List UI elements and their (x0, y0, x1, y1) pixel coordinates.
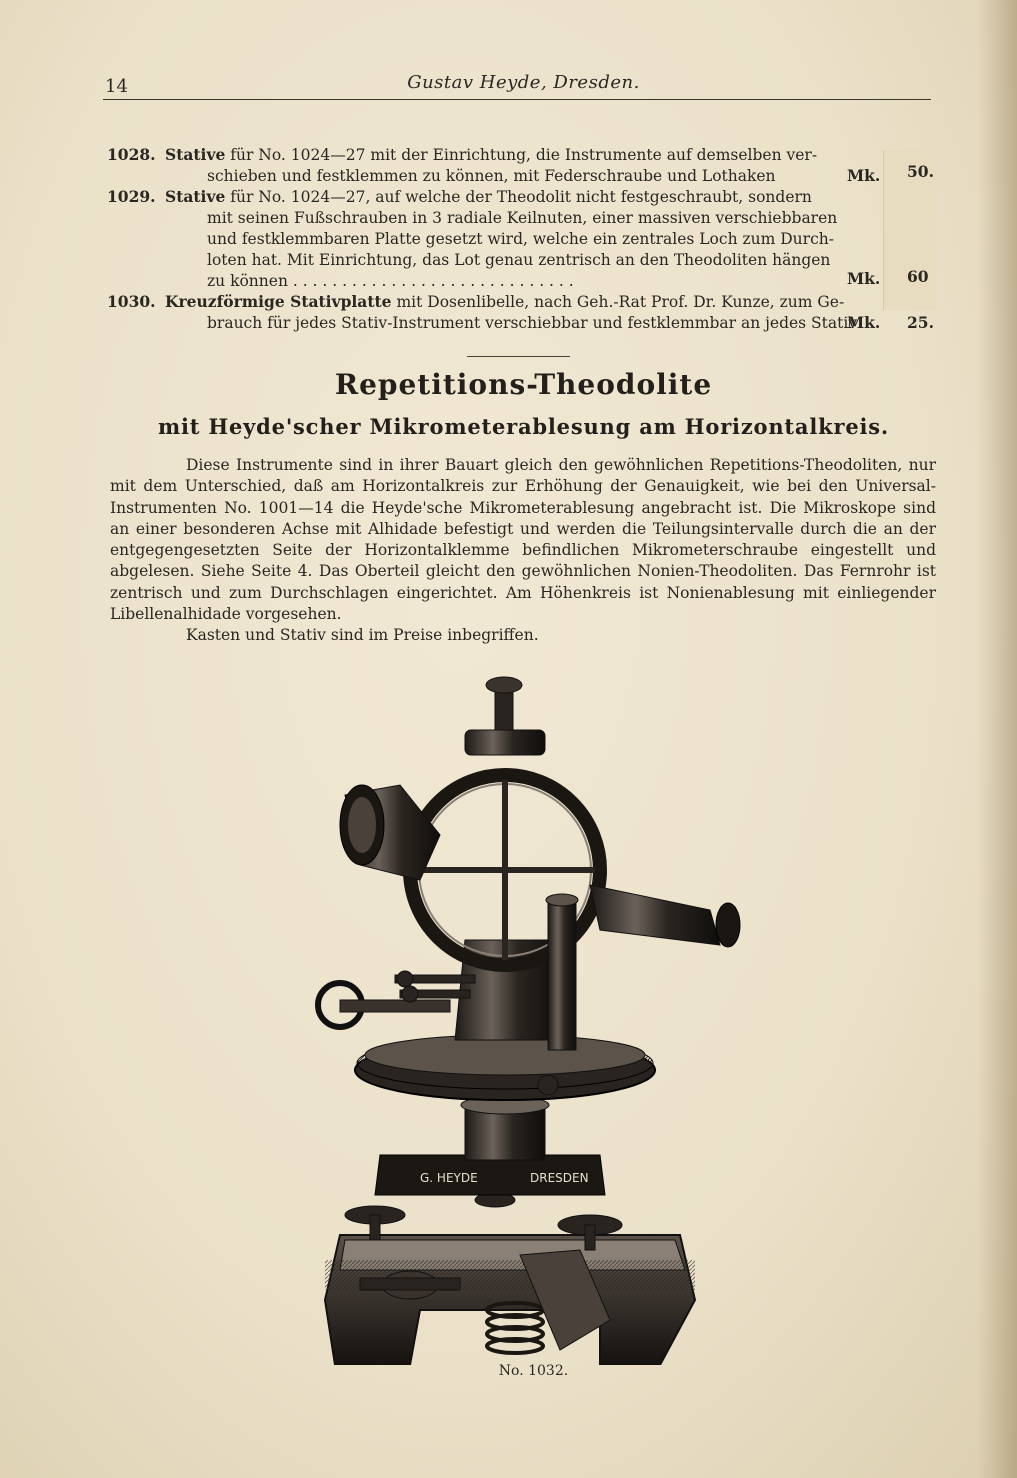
section-divider (467, 356, 570, 357)
price: 25. (907, 313, 934, 332)
entry-body (165, 144, 880, 187)
running-head: Gustav Heyde, Dresden. (407, 72, 640, 93)
entry-line: mit Dosenlibelle, nach Geh.-Rat Prof. Dr. Kunze, zum Ge- (396, 293, 845, 311)
entry-lead: Stative (165, 187, 226, 206)
entry-lead: Stative (165, 145, 226, 164)
entry-number: 1028. (107, 145, 156, 164)
entry-lead: Kreuzförmige Stativplatte (165, 292, 392, 311)
engraving-dresden: DRESDEN (530, 1171, 589, 1185)
theodolite-illustration (300, 660, 760, 1365)
entry-body (165, 291, 880, 334)
section-subtitle: mit Heyde'scher Mikrometerablesung am Horizontalkreis. (157, 414, 890, 439)
entry-line: brauch für jedes Stativ-Instrument verschiebbar und festklemmbar an jedes Stativ (207, 314, 858, 332)
section-title: Repetitions-Theodolite (334, 368, 713, 401)
description-paragraph: Kasten und Stativ sind im Preise inbegriffen. (186, 626, 539, 645)
price: 60 (907, 267, 929, 286)
entry-number: 1030. (107, 292, 156, 311)
currency-label: Mk. (847, 269, 881, 288)
price: 50. (907, 162, 934, 181)
entry-line: mit seinen Fußschrauben in 3 radiale Keilnuten, einer massiven verschiebbaren (207, 209, 838, 227)
figure-caption: No. 1032. (498, 1363, 569, 1379)
header-rule (103, 99, 931, 100)
engraving-heyde: G. HEYDE (420, 1171, 478, 1185)
entry-line: für No. 1024—27 mit der Einrichtung, die Instrumente auf demselben ver- (230, 146, 818, 164)
section-description (110, 455, 936, 647)
page-number: 14 (105, 76, 128, 97)
description-paragraph: Diese Instrumente sind in ihrer Bauart gleich den gewöhnlichen Repetitions-Theodoliten, nur mit dem Unterschied, daß am Horizontalkreis zur Erhöhung der Genauigkeit, wie bei den Universal-Instrumenten No. 1001—14 die Heyde'sche Mikrometerablesung angebracht ist. Die Mikroskope sind an einer besonderen Achse mit Alhidade befestigt und werden die Teilungsintervalle durch die an der entgegengesetzten Seite der Horizontalklemme befindlichen Mikrometerschraube eingestellt und abgelesen. Siehe Seite 4. Das Oberteil gleicht den gewöhnlichen Nonien-Theodoliten. Das Fernrohr ist zentrisch und zum Durchschlagen eingerichtet. Am Höhenkreis ist Nonienablesung mit einliegender Libellenalhidade vorgesehen. (110, 456, 936, 624)
entry-line: für No. 1024—27, auf welche der Theodolit nicht festgeschraubt, sondern (230, 188, 812, 206)
page-edge-shadow (977, 0, 1017, 1478)
entry-line: loten hat. Mit Einrichtung, das Lot genau zentrisch an den Theodoliten hängen (207, 251, 831, 269)
entry-number: 1029. (107, 187, 156, 206)
entry-body (165, 186, 880, 292)
currency-label: Mk. (847, 313, 881, 332)
currency-label: Mk. (847, 166, 881, 185)
entry-line: und festklemmbaren Platte gesetzt wird, welche ein zentrales Loch zum Durch- (207, 230, 834, 248)
entry-line: schieben und festklemmen zu können, mit Federschraube und Lothaken (207, 167, 776, 185)
entry-line: zu können . . . . . . . . . . . . . . . . . . . . . . . . . . . . . (207, 272, 574, 290)
